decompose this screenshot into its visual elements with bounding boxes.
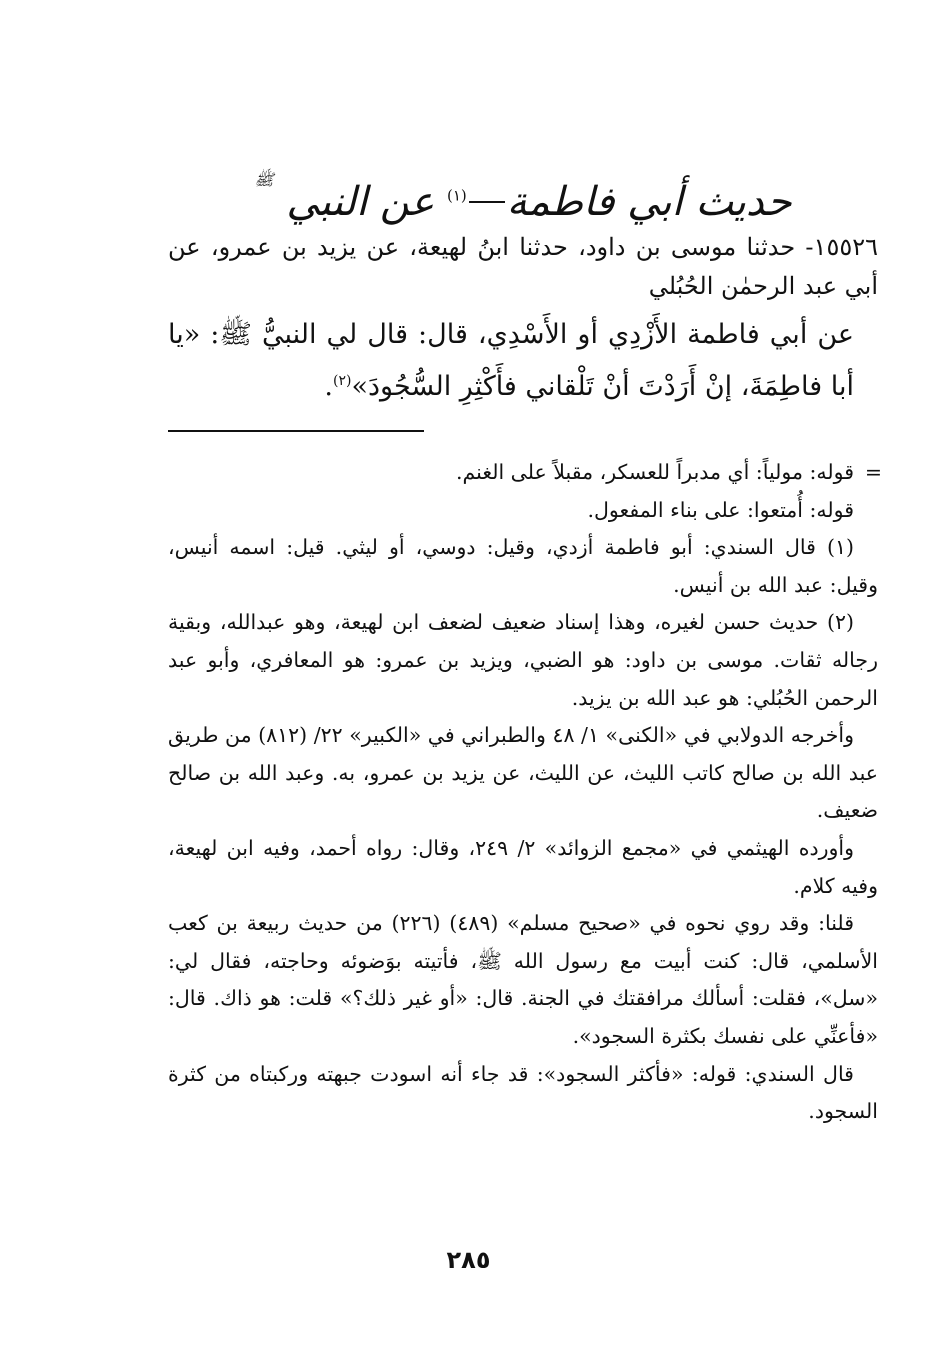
- footnote-paragraph: قال السندي: قوله: «فأكثر السجود»: قد جاء أنه اسودت جبهته وركبتاه من كثرة السجود.: [168, 1061, 878, 1124]
- footnote-line: [168, 454, 882, 492]
- document-page: [168, 148, 882, 1131]
- footnote-paragraph: وأخرجه الدولابي في «الكنى» ١/ ٤٨ والطبراني في «الكبير» ٢٢/ (٨١٢) من طريق عبد الله بن صالح كاتب الليث، عن الليث، عن يزيد بن عمرو، به. وعبد الله بن صالح ضعيف.: [168, 723, 878, 823]
- hadith-matn: [168, 312, 854, 410]
- matn-end: .: [324, 371, 334, 402]
- heading-footnote-ref: (١): [446, 186, 467, 205]
- hadith-matn-text: عن أبي فاطمة الأَزْدِي أو الأَسْدِي، قال: قال لي النبيُّ ﷺ: «يا أبا فاطِمَةَ، إنْ أَرَدْتَ أنْ تَلْقاني فأَكْثِرِ السُّجُودَ»: [168, 319, 854, 402]
- footnote-1: (١) قال السندي: أبو فاطمة أزدي، وقيل: دوسي، أو ليثي. قيل: اسمه أنيس، وقيل: عبد الله بن أنيس.: [168, 535, 878, 597]
- footnote-separator: [168, 430, 424, 432]
- footnote-paragraph: قلنا: وقد روي نحوه في «صحيح مسلم» (٤٨٩) (٢٢٦) من حديث ربيعة بن كعب الأسلمي، قال: كنت أبيت مع رسول الله ﷺ، فأتيته بوَضوئه وحاجته، فقال لي: «سل»، فقلت: أسألك مرافقتك في الجنة. قال: «أو غير ذلك؟» قلت: هو ذاك. قال: «فأعنِّي على نفسك بكثرة السجود».: [168, 911, 878, 1048]
- footnote-text: قوله: مولياً: أي مدبراً للعسكر، مقبلاً على الغنم.: [455, 460, 854, 484]
- page-number: ٢٨٥: [446, 1246, 491, 1274]
- footnote-2: (٢) حديث حسن لغيره، وهذا إسناد ضعيف لضعف ابن لهيعة، وهو عبدالله، وبقية رجاله ثقات. موسى بن داود: هو الضبي، ويزيد بن عمرو: هو المعافري، وأبو عبد الرحمن الحُبُلي: هو عبد الله بن يزيد.: [168, 610, 878, 710]
- continuation-mark: =: [864, 460, 882, 484]
- footnote-paragraph: وأورده الهيثمي في «مجمع الزوائد» ٢/ ٢٤٩، وقال: رواه أحمد، وفيه ابن لهيعة، وفيه كلام.: [168, 835, 878, 898]
- hadith-heading: [168, 148, 878, 228]
- heading-kashida: [469, 201, 505, 203]
- salutation-glyph: ﷺ: [254, 170, 274, 189]
- footnotes: [168, 454, 882, 1131]
- footnote-line: قوله: أُمتعوا: على بناء المفعول.: [587, 497, 854, 522]
- matn-footnote-ref: (٢): [333, 373, 352, 389]
- hadith-isnad: ١٥٥٢٦- حدثنا موسى بن داود، حدثنا ابنُ لهيعة، عن يزيد بن عمرو، عن أبي عبد الرحمٰن الحُبُلي: [168, 233, 878, 300]
- heading-prefix: حديث أبي فاطمة: [506, 179, 792, 225]
- heading-suffix: عن النبي: [286, 179, 435, 225]
